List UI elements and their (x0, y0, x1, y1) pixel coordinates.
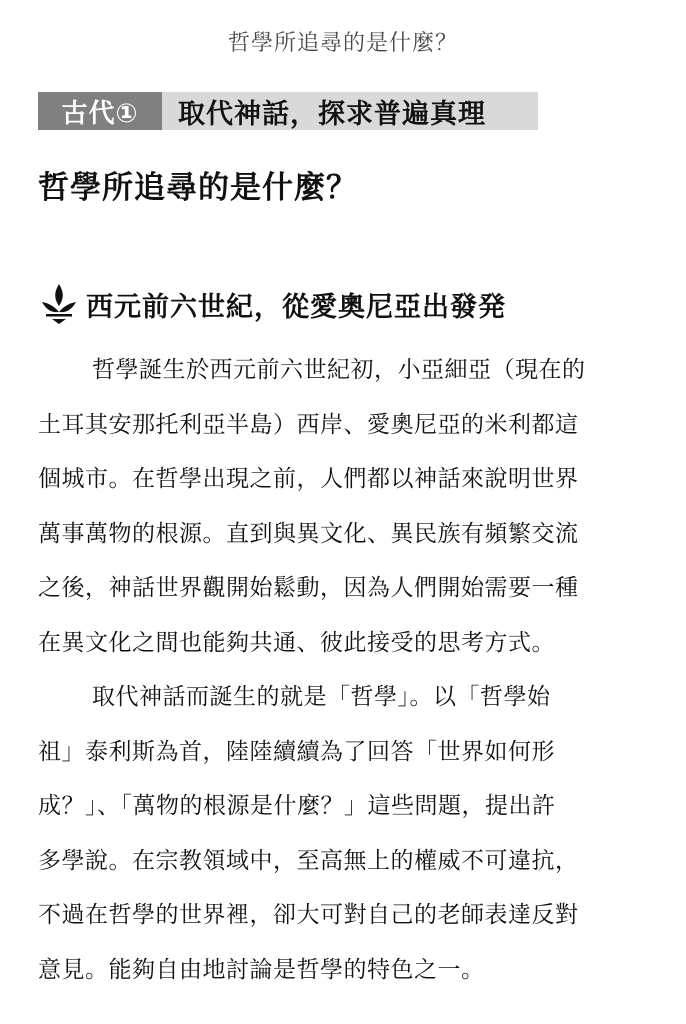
paragraph (38, 343, 650, 670)
text-line: 成？」、「萬物的根源是什麼？」這些問題，提出許 (38, 793, 556, 819)
section-title: 取代神話，探求普遍真理 (178, 98, 486, 130)
paragraph (38, 670, 650, 997)
text-line: 多學說。在宗教領域中，至高無上的權威不可違抗， (38, 847, 579, 874)
text-line: 萬事萬物的根源。直到與異文化、異民族有頻繁交流 (38, 520, 579, 547)
fleur-icon (40, 282, 78, 326)
section-tag: 古代① (38, 92, 162, 130)
section-banner (38, 92, 538, 130)
running-head: 哲學所追尋的是什麼？ (227, 31, 458, 56)
text-line: 意見。能夠自由地討論是哲學的特色之一。 (38, 956, 485, 983)
text-line: 取代神話而誕生的就是「哲學」。以「哲學始 (92, 684, 551, 710)
text-line: 之後，神話世界觀開始鬆動，因為人們開始需要一種 (38, 575, 579, 601)
text-line: 土耳其安那托利亞半島）西岸、愛奧尼亞的米利都這 (38, 411, 579, 438)
page-title: 哲學所追尋的是什麼？ (38, 170, 358, 206)
subheading-text: 西元前六世紀，從愛奧尼亞出發発 (86, 291, 506, 323)
subheading (40, 282, 506, 326)
text-line: 祖」泰利斯為首，陸陸續續為了回答「世界如何形 (38, 738, 555, 765)
text-line: 在異文化之間也能夠共通、彼此接受的思考方式。 (38, 629, 555, 656)
body-text (38, 343, 650, 997)
text-line: 不過在哲學的世界裡，卻大可對自己的老師表達反對 (38, 902, 579, 928)
text-line: 個城市。在哲學出現之前，人們都以神話來說明世界 (38, 466, 579, 492)
text-line: 哲學誕生於西元前六世紀初，小亞細亞（現在的 (92, 357, 586, 383)
